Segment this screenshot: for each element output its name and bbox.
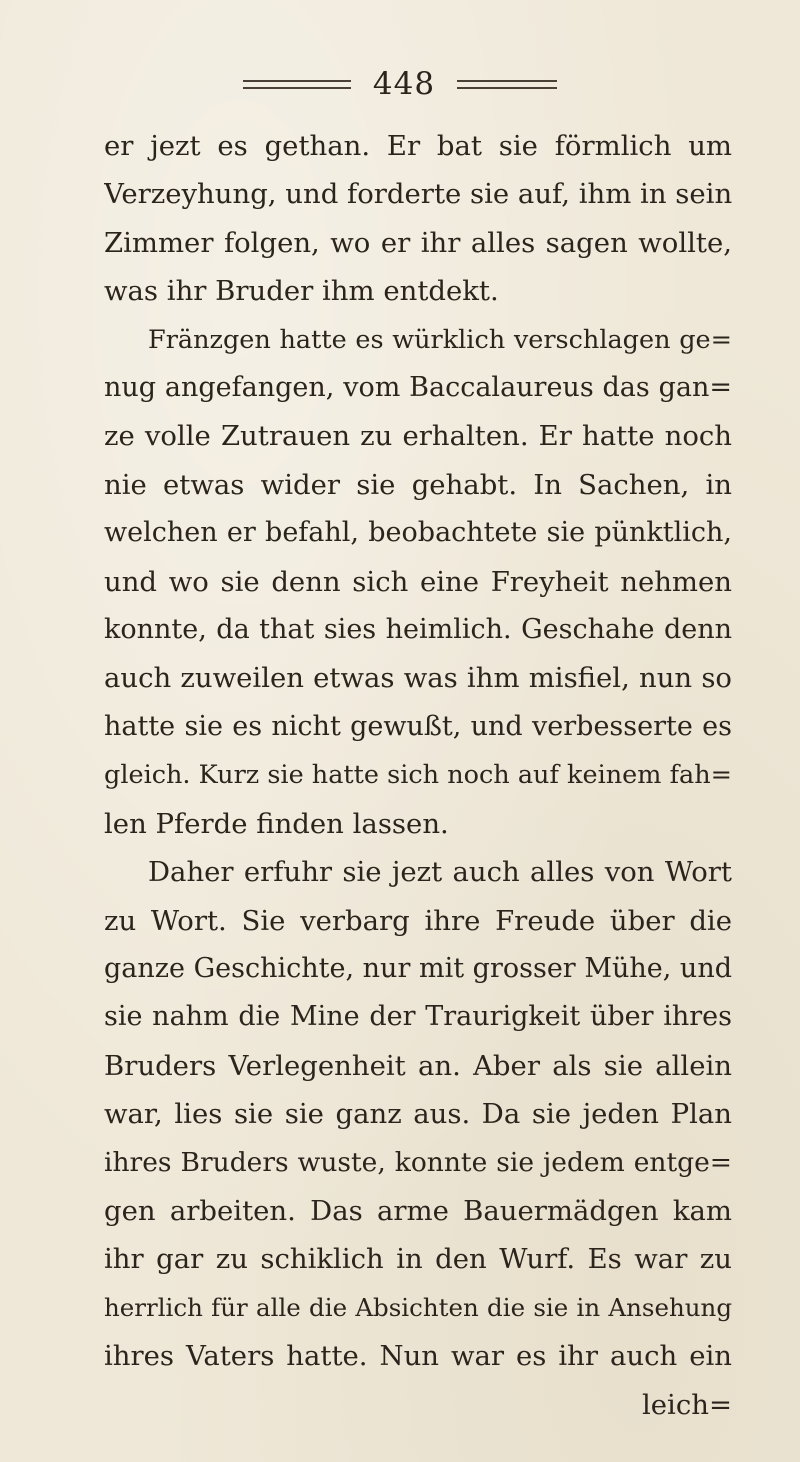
text-line: konnte, da that sies heimlich. Geschahe denn	[104, 614, 732, 646]
text-line: gleich. Kurz sie hatte sich noch auf keinem fah=	[104, 760, 732, 791]
header-rule-right	[457, 80, 557, 89]
text-line: zu Wort. Sie verbarg ihre Freude über die	[104, 904, 732, 937]
text-line: welchen er befahl, beobachtete sie pünktlich,	[104, 517, 732, 549]
paragraph-start-line: Fränzgen hatte es würklich verschlagen ge=	[148, 324, 732, 355]
paragraph-end-line: len Pferde finden lassen.	[104, 807, 449, 840]
page-number: 448	[372, 66, 436, 102]
text-line: ganze Geschichte, nur mit grosser Mühe, und	[104, 952, 732, 984]
text-line: auch zuweilen etwas was ihm misfiel, nun so	[104, 662, 732, 695]
text-line: nug angefangen, vom Baccalaureus das gan=	[104, 372, 732, 404]
header-rule-left	[243, 80, 351, 89]
text-line: ihr gar zu schiklich in den Wurf. Es war zu	[104, 1243, 732, 1276]
text-line: Zimmer folgen, wo er ihr alles sagen wollte,	[104, 226, 732, 259]
text-line: gen arbeiten. Das arme Bauermädgen kam	[104, 1194, 732, 1227]
page-header	[0, 64, 800, 104]
text-line: ze volle Zutrauen zu erhalten. Er hatte noch	[104, 420, 732, 453]
text-line: nie etwas wider sie gehabt. In Sachen, in	[104, 468, 732, 501]
text-line: ihres Vaters hatte. Nun war es ihr auch ein	[104, 1340, 732, 1373]
text-line: und wo sie denn sich eine Freyheit nehmen	[104, 565, 732, 598]
text-line: Bruders Verlegenheit an. Aber als sie allein	[104, 1049, 732, 1082]
catchword: leich=	[641, 1388, 732, 1421]
text-line: herrlich für alle die Absichten die sie in Ansehung	[104, 1292, 732, 1322]
text-line: sie nahm die Mine der Traurigkeit über ihres	[104, 1001, 732, 1033]
paragraph-end-line: was ihr Bruder ihm entdekt.	[104, 275, 499, 308]
text-line: war, lies sie sie ganz aus. Da sie jeden Plan	[104, 1098, 732, 1131]
text-line: Verzeyhung, und forderte sie auf, ihm in sein	[104, 178, 732, 211]
text-line: hatte sie es nicht gewußt, und verbesserte es	[104, 710, 732, 742]
text-line: er jezt es gethan. Er bat sie förmlich um	[104, 130, 732, 162]
text-line: ihres Bruders wuste, konnte sie jedem entge=	[104, 1146, 732, 1178]
paragraph-start-line: Daher erfuhr sie jezt auch alles von Wort	[148, 856, 732, 889]
body-text	[104, 122, 732, 1429]
